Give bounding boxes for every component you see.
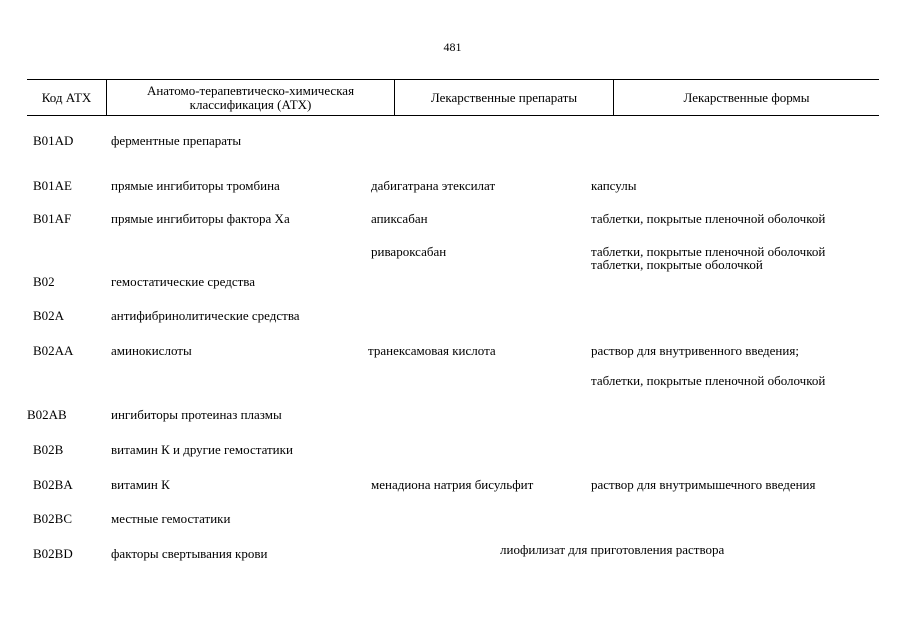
row-code: B01AF [33,211,72,226]
row-code: B02AB [27,407,67,422]
header-forms: Лекарственные формы [613,80,879,115]
header-drugs: Лекарственные препараты [394,80,613,115]
row-classification: ингибиторы протеиназ плазмы [111,407,282,422]
row-code: B01AE [33,178,72,193]
row-classification: местные гемостатики [111,511,231,526]
header-classification: Анатомо-терапевтическо-химическая классификация (АТХ) [106,80,394,115]
row-code: B02B [33,442,64,457]
row-form: таблетки, покрытые пленочной оболочкой [591,244,826,259]
row-classification: витамин К и другие гемостатики [111,442,293,457]
row-classification: витамин К [111,477,170,492]
row-classification: аминокислоты [111,343,192,358]
row-drug: апиксабан [371,211,428,226]
row-code: B02 [33,274,55,289]
row-drug: менадиона натрия бисульфит [371,477,534,492]
row-form: капсулы [591,178,637,193]
row-classification: антифибринолитические средства [111,308,300,323]
row-drug: транексамовая кислота [368,343,496,358]
page-number: 481 [443,40,462,54]
row-form-extra: таблетки, покрытые оболочкой [591,257,763,272]
row-code: B02BD [33,546,73,561]
row-drug: дабигатрана этексилат [371,178,496,193]
row-code: B01AD [33,133,74,148]
row-drug: ривароксабан [371,244,447,259]
row-code: B02A [33,308,65,323]
row-form: раствор для внутримышечного введения [591,477,816,492]
table-header [27,79,879,116]
row-code: B02BA [33,477,73,492]
row-classification: прямые ингибиторы тромбина [111,178,280,193]
row-form: лиофилизат для приготовления раствора [500,542,725,557]
row-form: таблетки, покрытые пленочной оболочкой [591,211,826,226]
row-classification: гемостатические средства [111,274,256,289]
row-classification: прямые ингибиторы фактора Ха [111,211,290,226]
row-classification: ферментные препараты [111,133,242,148]
row-classification: факторы свертывания крови [111,546,268,561]
header-code: Код АТХ [41,89,92,105]
row-form: таблетки, покрытые пленочной оболочкой [591,373,826,388]
row-code: B02AA [33,343,74,358]
row-code: B02BC [33,511,73,526]
row-form: раствор для внутривенного введения; [591,343,799,358]
